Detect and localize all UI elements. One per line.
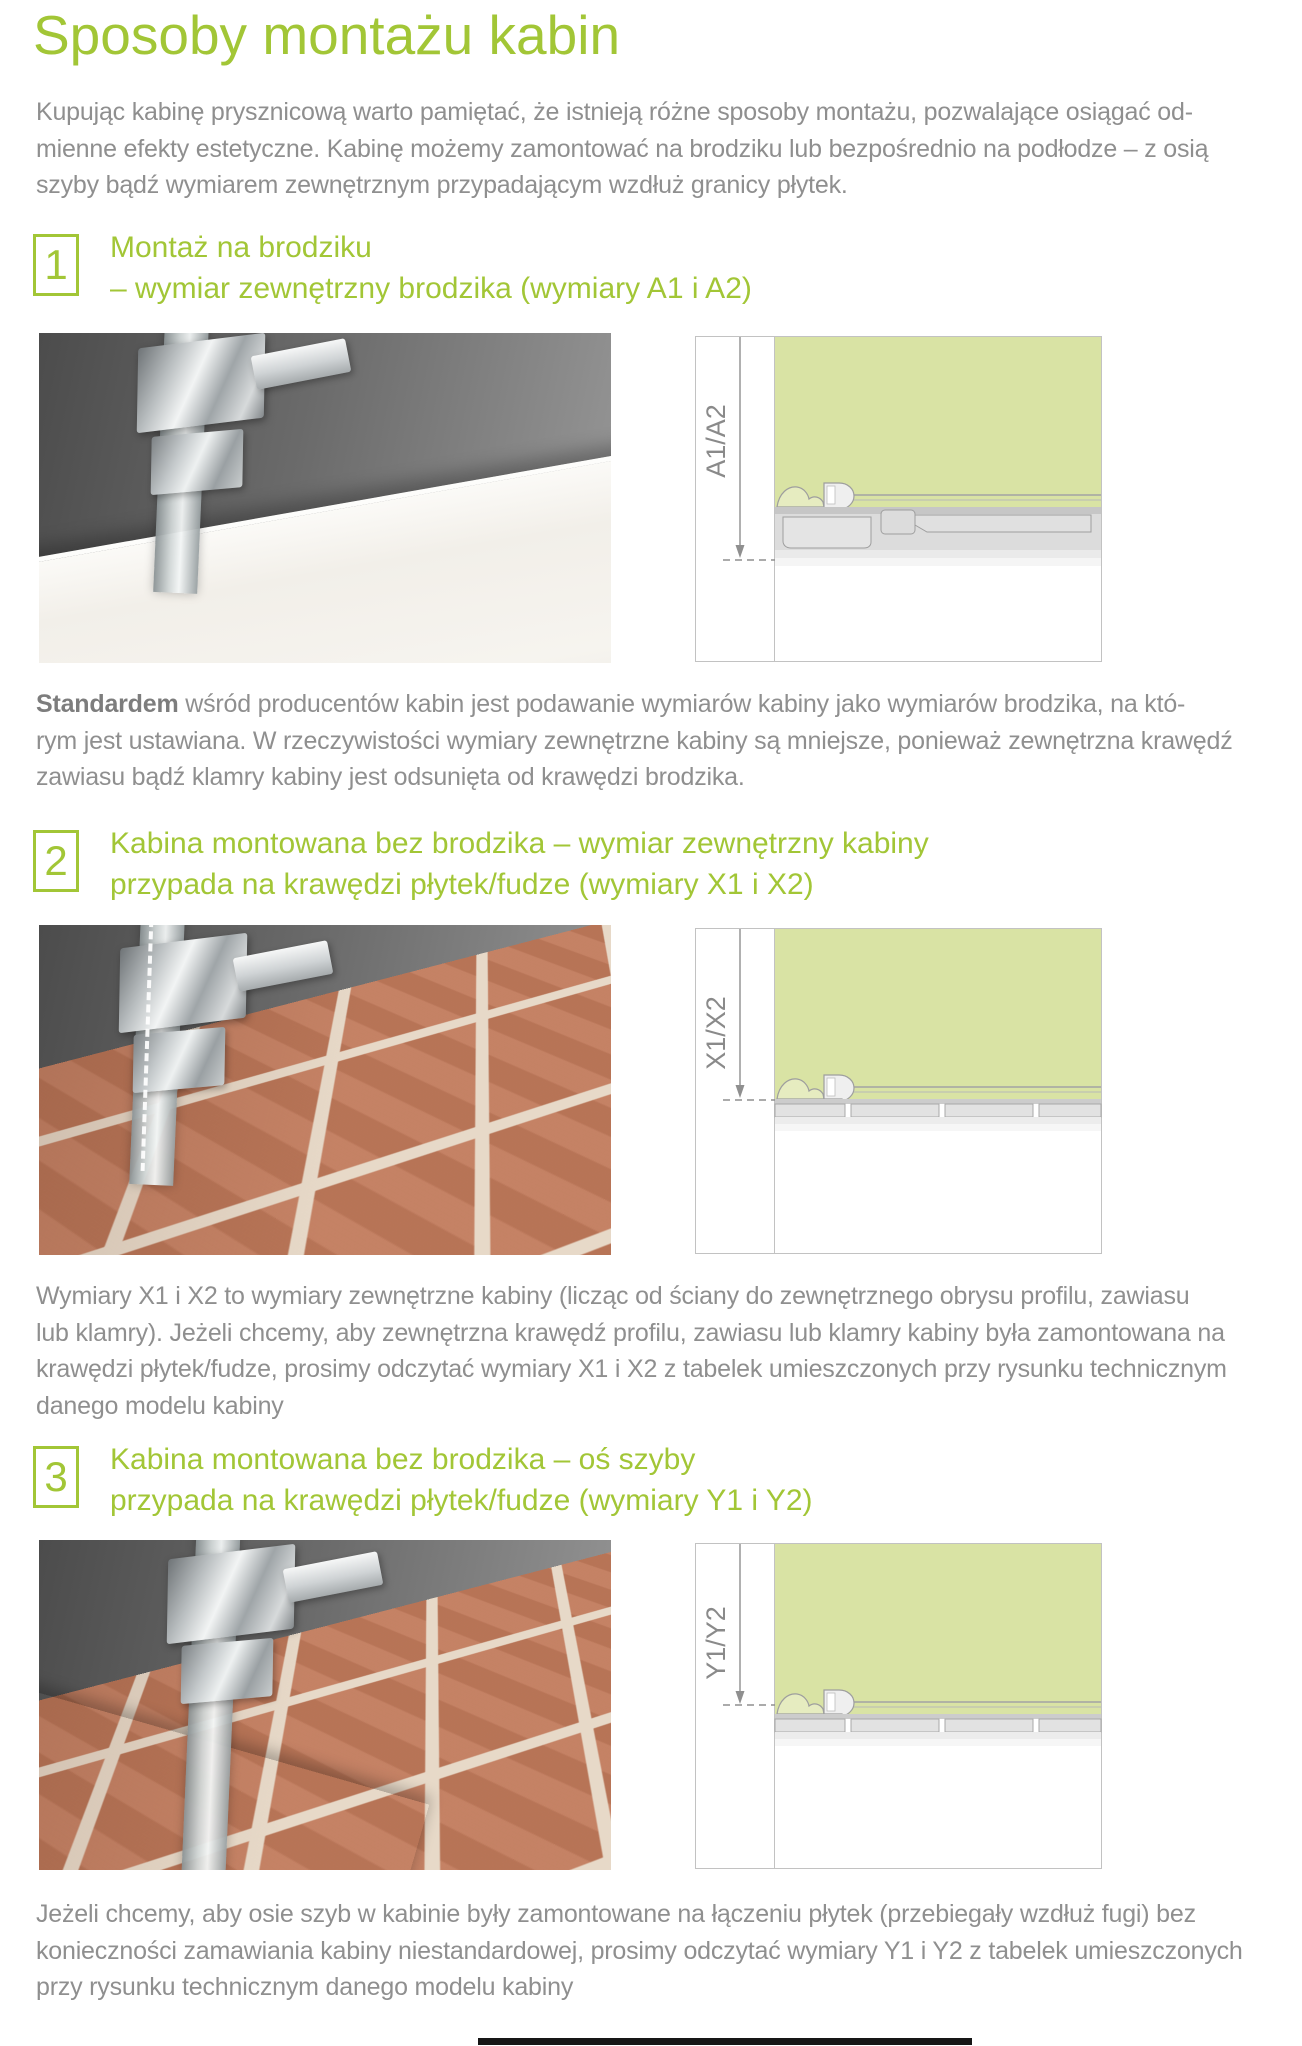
photo-hinge	[137, 333, 266, 433]
section-number: 3	[44, 1453, 68, 1500]
text-line: danego modelu kabiny	[36, 1391, 284, 1420]
text-line: Wymiary X1 i X2 to wymiary zewnętrzne kabiny (licząc od ściany do zewnętrznego obrysu profilu, zawiasu	[36, 1282, 1190, 1310]
section-2-heading	[33, 827, 929, 905]
photo-hinge-lower	[151, 429, 244, 495]
text-line: lub klamry). Jeżeli chcemy, aby zewnętrzna krawędź profilu, zawiasu lub klamry kabiny była zamontowana na	[36, 1318, 1225, 1347]
text-line: Kupując kabinę prysznicową warto pamiętać, że istnieją różne sposoby montażu, pozwalające osiągać od-	[36, 98, 1193, 126]
tiled-floor-photo-2	[39, 1540, 611, 1870]
dimension-label: Y1/Y2	[701, 1606, 731, 1680]
text-line: konieczności zamawiania kabiny niestandardowej, prosimy odczytać wymiary Y1 i Y2 z tabelek umieszczonych	[36, 1936, 1243, 1965]
shower-tray-photo	[39, 333, 611, 663]
heading-line: Kabina montowana bez brodzika – oś szyby	[110, 1443, 696, 1476]
text-line: mienne efekty estetyczne. Kabinę możemy zamontować na brodziku lub bezpośrednio na podłodze – z osią	[36, 134, 1209, 163]
note-paragraph-3	[36, 1896, 1243, 2006]
heading-line: Kabina montowana bez brodzika – wymiar zewnętrzny kabiny	[110, 827, 929, 860]
intro-paragraph	[36, 94, 1208, 204]
photo-hinge	[167, 1544, 296, 1644]
heading-line: przypada na krawędzi płytek/fudze (wymiary X1 i X2)	[110, 868, 814, 901]
mounting-diagram-a	[695, 336, 1102, 662]
heading-line: – wymiar zewnętrzny brodzika (wymiary A1 i A2)	[110, 272, 752, 305]
dimension-label: X1/X2	[701, 996, 731, 1070]
section-number: 1	[44, 241, 68, 288]
text-line: rym jest ustawiana. W rzeczywistości wymiary zewnętrzne kabiny są mniejsze, ponieważ zewnętrzna krawędź	[36, 726, 1233, 755]
diagram-svg	[695, 336, 1102, 662]
diagram-svg	[695, 928, 1102, 1254]
page-title: Sposoby montażu kabin	[33, 4, 621, 66]
heading-line: przypada na krawędzi płytek/fudze (wymiary Y1 i Y2)	[110, 1484, 813, 1517]
photo-hinge	[119, 933, 248, 1033]
note-lead: Standardem	[36, 690, 179, 718]
section-number-box	[33, 1446, 79, 1508]
section-number-box	[33, 830, 79, 892]
photo-hinge-lower	[181, 1638, 274, 1704]
text-line: Jeżeli chcemy, aby osie szyb w kabinie były zamontowane na łączeniu płytek (przebiegały wzdłuż fugi) bez	[36, 1900, 1196, 1928]
section-number: 2	[44, 837, 68, 884]
section-1-heading	[33, 231, 752, 309]
note-paragraph-2	[36, 1278, 1227, 1424]
text-line: szyby bądź wymiarem zewnętrznym przypadającym wzdłuż granicy płytek.	[36, 171, 848, 199]
mounting-diagram-x	[695, 928, 1102, 1254]
section-heading-text	[110, 227, 752, 309]
tiled-floor-photo	[39, 925, 611, 1255]
dimension-label: A1/A2	[701, 404, 731, 478]
diagram-svg	[695, 1543, 1102, 1869]
section-heading-text	[110, 823, 929, 905]
text-line: zawiasu bądź klamry kabiny jest odsunięta od krawędzi brodzika.	[36, 763, 745, 791]
heading-line: Montaż na brodziku	[110, 231, 372, 264]
text-line: krawędzi płytek/fudze, prosimy odczytać wymiary X1 i X2 z tabelek umieszczonych przy rysunku technicznym	[36, 1355, 1227, 1383]
mounting-diagram-y	[695, 1543, 1102, 1869]
text-line: przy rysunku technicznym danego modelu kabiny	[36, 1973, 574, 2001]
section-3-heading	[33, 1443, 813, 1521]
page-bottom-bar	[478, 2038, 972, 2045]
section-heading-text	[110, 1439, 813, 1521]
section-number-box	[33, 234, 79, 296]
text-line: Standardem wśród producentów kabin jest podawanie wymiarów kabiny jako wymiarów brodzika, na któ-	[36, 690, 1186, 718]
note-paragraph-1	[36, 686, 1233, 796]
